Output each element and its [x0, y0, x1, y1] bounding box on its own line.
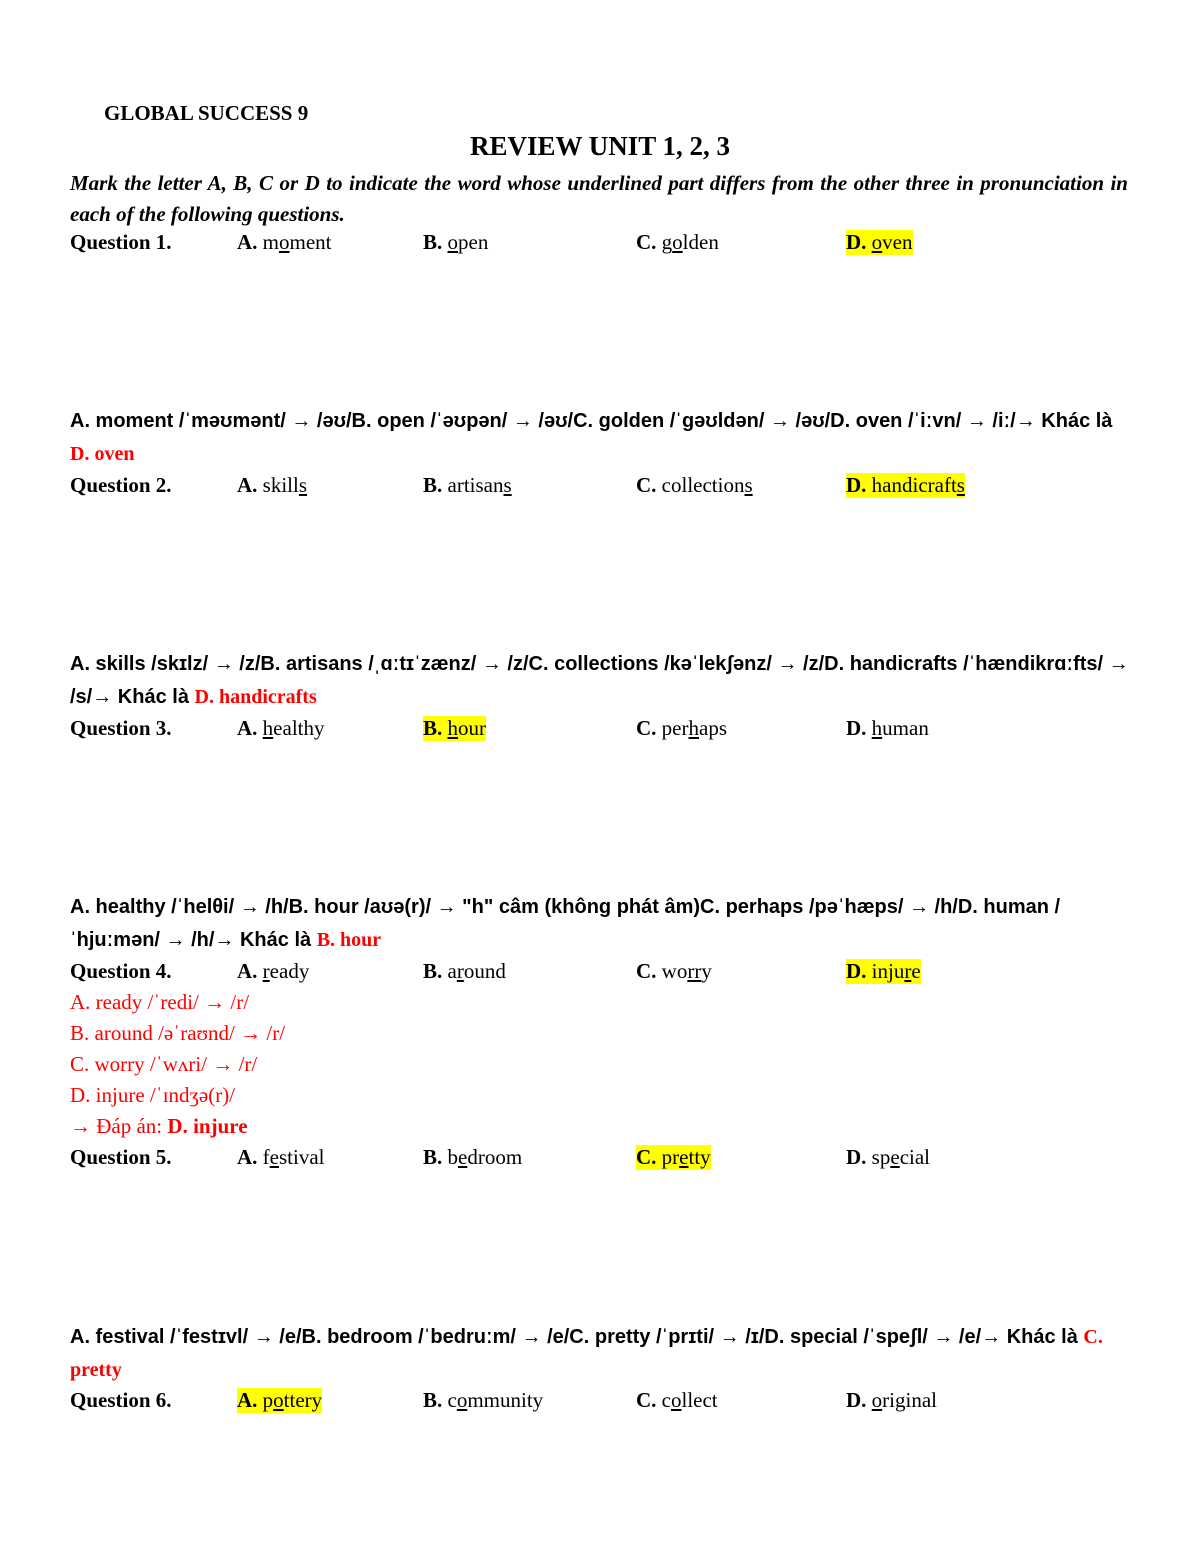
option-a: A. festival — [237, 1145, 325, 1169]
option-a: A. moment — [237, 230, 332, 254]
question-label: Question 2. — [70, 473, 172, 497]
option-c: C. worry — [636, 959, 712, 983]
question-row — [70, 1388, 1130, 1418]
question-row — [70, 230, 1130, 260]
answer-text: C. pretty — [70, 1326, 1103, 1381]
option-d: D. human — [846, 716, 929, 740]
question-label: Question 6. — [70, 1388, 172, 1412]
option-d-highlighted: D. injure — [846, 959, 921, 983]
option-d-highlighted: D. handicrafts — [846, 473, 965, 497]
option-a: A. skills — [237, 473, 308, 497]
option-a: A. healthy — [237, 716, 325, 740]
option-c: C. collect — [636, 1388, 718, 1412]
option-c-highlighted: C. pretty — [636, 1145, 711, 1169]
explanation-q1: A. moment /ˈməʊmənt/ → /əʊ/B. open /ˈəʊpən/ → /əʊ/C. golden /ˈɡəʊldən/ → /əʊ/D. oven /ˈiːvn/ → /iː/→ Khác là D. oven — [70, 410, 1113, 465]
question-row — [70, 959, 1130, 989]
option-c: C. golden — [636, 230, 719, 254]
option-d-highlighted: D. oven — [846, 230, 913, 254]
option-c: C. perhaps — [636, 716, 727, 740]
answer-text: B. hour — [316, 929, 382, 951]
question-label: Question 3. — [70, 716, 172, 740]
explanation-line: B. around /əˈraʊnd/ → /r/ — [70, 1021, 286, 1045]
question-row — [70, 473, 1130, 503]
option-c: C. collections — [636, 473, 753, 497]
option-b: B. artisans — [423, 473, 512, 497]
option-b: B. around — [423, 959, 506, 983]
answer-text: D. oven — [70, 443, 135, 465]
review-title: REVIEW UNIT 1, 2, 3 — [469, 131, 731, 161]
answer-text: D. handicrafts — [194, 686, 317, 708]
explanation-q2: A. skills /skɪlz/ → /z/B. artisans /ˌɑːtɪˈzænz/ → /z/C. collections /kəˈlekʃənz/ → /z/D. handicrafts /ˈhændikrɑːfts/ → /s/→ Khác là D. handicrafts — [70, 653, 1129, 708]
question-label: Question 5. — [70, 1145, 172, 1169]
option-d: D. original — [846, 1388, 937, 1412]
question-row — [70, 716, 1130, 746]
explanation-q5: A. festival /ˈfestɪvl/ → /e/B. bedroom /ˈbedruːm/ → /e/C. pretty /ˈprɪti/ → /ɪ/D. special /ˈspeʃl/ → /e/→ Khác là C. pretty — [70, 1326, 1103, 1381]
instruction-text: Mark the letter A, B, C or D to indicate the word whose underlined part differs from the other three in pronunciation in each of the following questions. — [70, 171, 1128, 226]
option-a: A. ready — [237, 959, 310, 983]
option-a-highlighted: A. pottery — [237, 1388, 323, 1412]
answer-text: D. injure — [167, 1114, 248, 1138]
question-label: Question 4. — [70, 959, 172, 983]
question-row — [70, 1145, 1130, 1175]
option-d: D. special — [846, 1145, 930, 1169]
explanation-line: A. ready /ˈredi/ → /r/ — [70, 990, 250, 1014]
answer-line: → Đáp án: D. injure — [70, 1114, 248, 1138]
document-header-title: GLOBAL SUCCESS 9 — [104, 101, 309, 125]
option-b: B. open — [423, 230, 489, 254]
question-label: Question 1. — [70, 230, 172, 254]
explanation-line: C. worry /ˈwʌri/ → /r/ — [70, 1052, 258, 1076]
explanation-line: D. injure /ˈɪndʒə(r)/ — [70, 1083, 236, 1107]
option-b: B. bedroom — [423, 1145, 523, 1169]
explanation-q3: A. healthy /ˈhelθi/ → /h/B. hour /aʊə(r)/ → "h" câm (không phát âm)C. perhaps /pəˈhæps/ → /h/D. human /ˈhjuːmən/ → /h/→ Khác là B. hour — [70, 896, 1061, 951]
option-b: B. community — [423, 1388, 544, 1412]
option-b-highlighted: B. hour — [423, 716, 487, 740]
